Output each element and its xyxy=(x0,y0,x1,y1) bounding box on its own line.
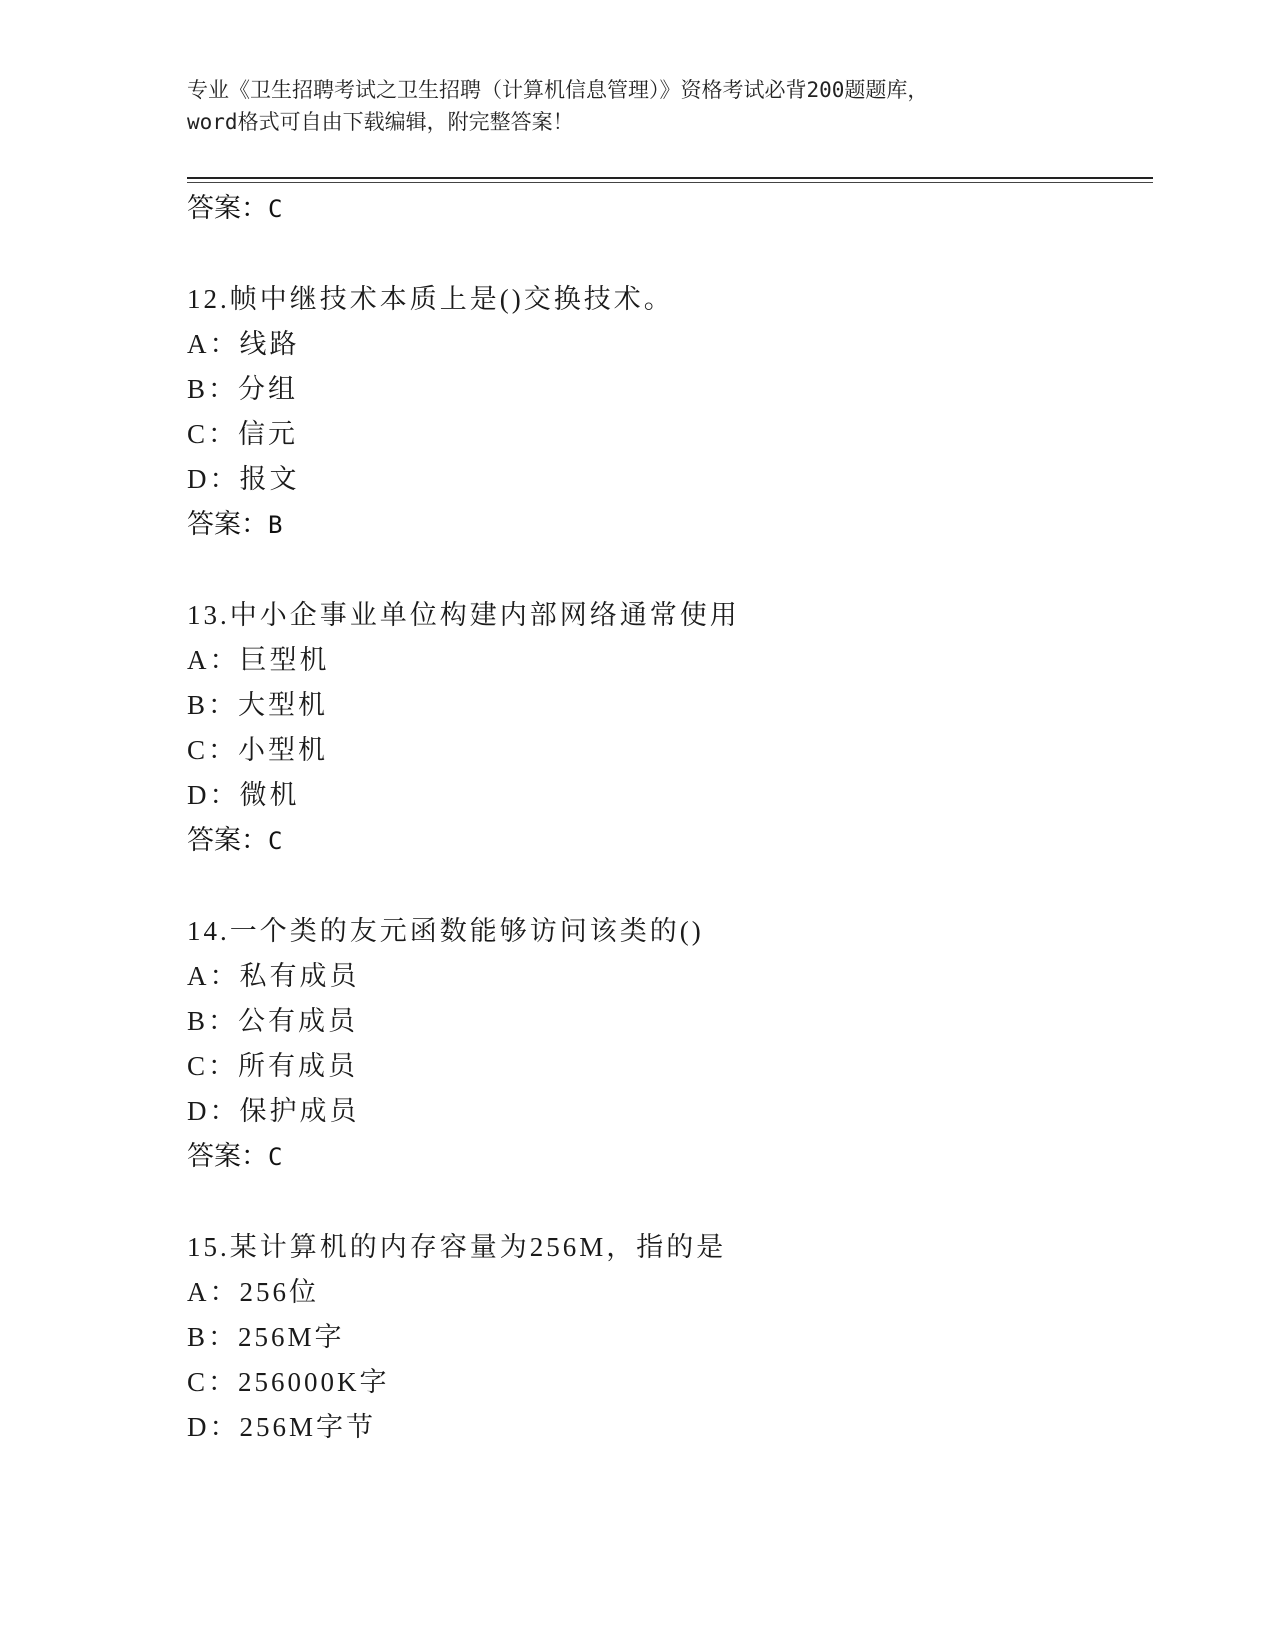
option-a: A：256位 xyxy=(187,1277,319,1307)
option-b: B：分组 xyxy=(187,374,299,404)
spacer xyxy=(187,548,1147,592)
question-text: 14.一个类的友元函数能够访问该类的() xyxy=(187,916,704,946)
option-c: C：小型机 xyxy=(187,735,329,765)
question-text: 12.帧中继技术本质上是()交换技术。 xyxy=(187,284,674,314)
answer-line xyxy=(187,502,1147,548)
option-b: B：256M字 xyxy=(187,1322,345,1352)
option-c: C：信元 xyxy=(187,419,299,449)
header-divider-thick xyxy=(187,177,1153,179)
spacer xyxy=(187,864,1147,908)
document-header xyxy=(187,74,1087,138)
question-text: 15.某计算机的内存容量为256M，指的是 xyxy=(187,1232,727,1262)
question-block-12 xyxy=(187,276,1147,548)
answer-value: C xyxy=(268,1143,283,1171)
answer-line xyxy=(187,818,1147,864)
option-a: A：私有成员 xyxy=(187,961,360,991)
answer-label: 答案： xyxy=(187,193,268,224)
answer-label: 答案： xyxy=(187,509,268,540)
option-a: A：巨型机 xyxy=(187,645,330,675)
answer-value: B xyxy=(268,511,283,539)
answer-value: C xyxy=(268,195,283,223)
answer-label: 答案： xyxy=(187,825,268,856)
spacer xyxy=(187,1180,1147,1224)
answer-line xyxy=(187,1134,1147,1180)
option-d: D：256M字节 xyxy=(187,1412,377,1442)
option-d: D：保护成员 xyxy=(187,1096,360,1126)
option-d: D：微机 xyxy=(187,780,300,810)
option-b: B：大型机 xyxy=(187,690,329,720)
question-block-14 xyxy=(187,908,1147,1180)
option-b: B：公有成员 xyxy=(187,1006,359,1036)
header-line-1: 专业《卫生招聘考试之卫生招聘（计算机信息管理）》资格考试必背200题题库， xyxy=(187,78,929,102)
spacer xyxy=(187,232,1147,276)
option-c: C：256000K字 xyxy=(187,1367,390,1397)
answer-line-prev xyxy=(187,186,1147,232)
option-c: C：所有成员 xyxy=(187,1051,359,1081)
question-block-13 xyxy=(187,592,1147,864)
header-line-2: word格式可自由下载编辑，附完整答案！ xyxy=(187,110,574,134)
answer-label: 答案： xyxy=(187,1141,268,1172)
question-list xyxy=(187,186,1147,1450)
option-d: D：报文 xyxy=(187,464,300,494)
header-divider-thin xyxy=(187,182,1153,183)
question-text: 13.中小企事业单位构建内部网络通常使用 xyxy=(187,600,740,630)
option-a: A：线路 xyxy=(187,329,300,359)
question-block-15 xyxy=(187,1224,1147,1450)
answer-value: C xyxy=(268,827,283,855)
